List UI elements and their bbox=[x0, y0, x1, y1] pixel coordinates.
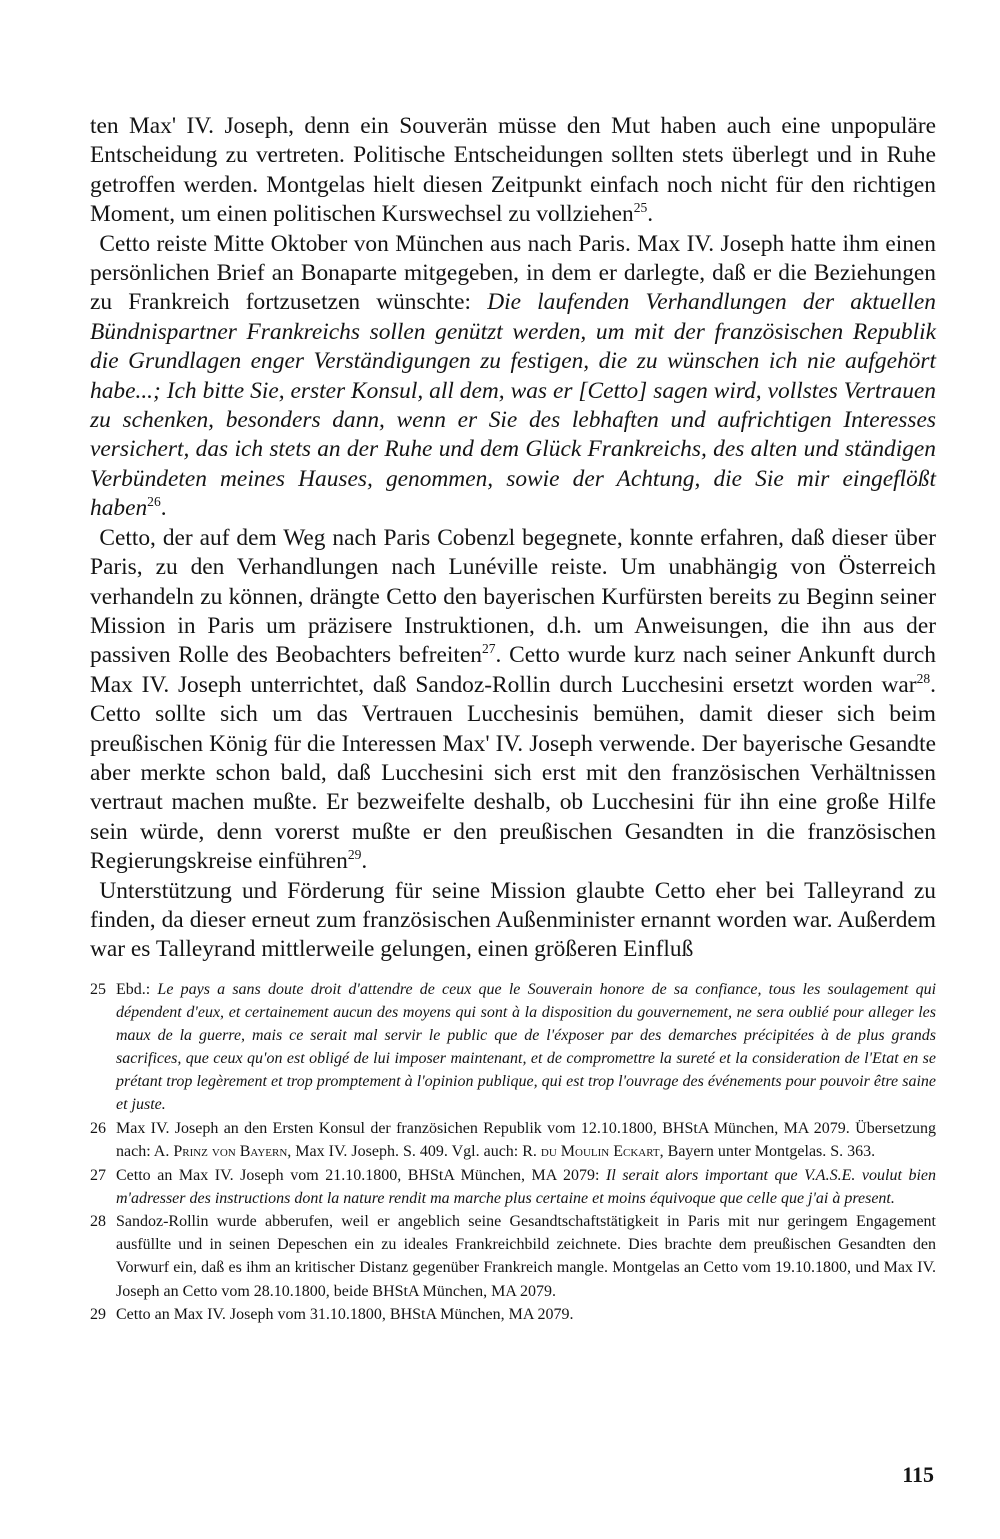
footnote-29 bbox=[90, 1303, 936, 1326]
footnote-source: , Bayern unter Montgelas. S. 363. bbox=[659, 1142, 876, 1160]
footnote-quote: Le pays a sans doute droit d'attendre de ceux que le Souverain honore de sa confiance, tous les soulagement qui dépendent d'eux, et certainement aucun des moyens qui sont à la disposition du gouvernement, ne sera oublié pour alleger les maux de la guerre, mais ce serait mal servir le public que de l'éxposer par des demarches précipitées à de plus grands sacrifices, que ceux qu'on est obligé de lui imposer maintenant, et de compromettre la sureté et la consideration de l'Etat en se prétant trop legèrement et trop promptement à l'opinion publique, qui est trop l'ouvrage des événements pour pouvoir être saine et juste. bbox=[116, 980, 937, 1114]
paragraph-1 bbox=[90, 112, 936, 230]
punctuation: . bbox=[361, 848, 368, 875]
author-name: Prinz von Bayern bbox=[173, 1142, 288, 1160]
footnote-source: Cetto an Max IV. Joseph vom 21.10.1800, BHStA München, MA 2079: bbox=[116, 1166, 606, 1184]
footnote-26 bbox=[90, 1117, 936, 1163]
paragraph-text: . Cetto sollte sich um das Vertrauen Lucchesinis bemühen, damit dieser sich beim preußischen König für die Interessen Max' IV. Joseph verwende. Der bayerische Gesandte aber merkte schon bald, daß Lucchesini sich erst mit den französischen Verhältnissen vertraut machen mußte. Er bezweifelte deshalb, ob Lucchesini für ihn eine große Hilfe sein würde, denn vorerst mußte er den preußischen Gesandten in die französischen Regierungskreise einführen bbox=[90, 671, 936, 875]
footnote-number: 28 bbox=[90, 1213, 106, 1231]
footnote-quote: Il serait alors important que V.A.S.E. voulut bien m'adresser des instructions dont la nature rendit ma marche plus certaine et moins équivoque que celle que j'ai à present. bbox=[116, 1166, 936, 1207]
footnote-source: Ebd.: bbox=[116, 980, 158, 998]
punctuation: . bbox=[160, 495, 167, 522]
footnote-text bbox=[116, 1117, 936, 1163]
footnote-text bbox=[116, 1164, 936, 1210]
footnote-number: 25 bbox=[90, 980, 106, 998]
letter-quote: Die laufenden Verhandlungen der aktuellen Bündnispartner Frankreichs sollen genützt werden, um mit der französischen Republik die Grundlagen enger Verständigungen zu festigen, die zu wünschen ich nie aufgehört habe...; Ich bitte Sie, erster Konsul, all dem, was er [Cetto] sagen wird, vollstes Vertrauen zu schenken, besonders dann, wenn er Sie des lebhaften und aufrichtigen Interesses versichert, das ich stets an der Ruhe und dem Glück Frankreichs, des alten und ständigen Verbündeten meines Hauses, genommen, sowie der Achtung, die Sie mir eingeflößt haben bbox=[90, 289, 936, 522]
paragraph-text: Unterstützung und Förderung für seine Mission glaubte Cetto eher bei Talleyrand zu finden, da dieser erneut zum französischen Außenminister ernannt worden war. Außerdem war es Talleyrand mittlerweile gelungen, einen größeren Einfluß bbox=[90, 877, 936, 963]
main-text bbox=[90, 112, 936, 965]
footnotes bbox=[90, 978, 936, 1326]
footnote-28 bbox=[90, 1210, 936, 1302]
footnote-text: Cetto an Max IV. Joseph vom 31.10.1800, BHStA München, MA 2079. bbox=[116, 1306, 574, 1324]
footnote-ref-26[interactable]: 26 bbox=[147, 494, 161, 510]
footnote-text bbox=[116, 978, 936, 1117]
footnote-ref-27[interactable]: 27 bbox=[481, 641, 496, 657]
paragraph-text: ten Max' IV. Joseph, denn ein Souverän müsse den Mut haben auch eine unpopuläre Entscheidung zu vertreten. Politische Entscheidungen sollten stets überlegt und in Ruhe getroffen werden. Montgelas hielt diesen Zeitpunkt einfach noch nicht für den richtigen Moment, um einen politischen Kurswechsel zu vollziehen bbox=[90, 113, 936, 228]
paragraph-text: Cetto reiste Mitte Oktober von München aus nach Paris. Max IV. Joseph hatte ihm einen persönlichen Brief an Bonaparte mitgegeben, in dem er darlegte, daß er die Beziehungen zu Frankreich fortzusetzen wünschte: bbox=[90, 230, 936, 316]
paragraph-text: Cetto, der auf dem Weg nach Paris Cobenzl begegnete, konnte erfahren, daß dieser über Paris, zu den Verhandlungen nach Lunéville reiste. Um unabhängig von Österreich verhandeln zu können, drängte Cetto den bayerischen Kurfürsten bereits zu Beginn seiner Mission in Paris um präzisere Instruktionen, d.h. um Anweisungen, die ihn aus der passiven Rolle des Beobachters befreiten bbox=[90, 524, 936, 669]
footnote-source: Max IV. Joseph an den Ersten Konsul der französichen Republik vom 12.10.1800, BHStA München, MA 2079. Übersetzung nach: A. bbox=[116, 1119, 936, 1160]
author-name: du Moulin Eckart bbox=[540, 1142, 660, 1160]
footnote-ref-25[interactable]: 25 bbox=[633, 200, 648, 216]
footnote-ref-29[interactable]: 29 bbox=[347, 847, 362, 863]
paragraph-2 bbox=[90, 230, 936, 524]
punctuation: . bbox=[647, 201, 654, 228]
footnote-text: Sandoz-Rollin wurde abberufen, weil er angeblich seine Gesandtschaftstätigkeit in Paris mit nur geringem Engagement ausfüllte und in seinen Depeschen ein zu ideales Frankreichbild zeichnete. Dies brachte dem preußischen Gesandten den Vorwurf ein, daß es ihm an kritischer Distanz gegenüber Frankreich mangle. Montgelas an Cetto vom 19.10.1800, und Max IV. Joseph an Cetto vom 28.10.1800, beide BHStA München, MA 2079. bbox=[116, 1213, 936, 1300]
paragraph-4 bbox=[90, 877, 936, 965]
page-content bbox=[90, 112, 936, 1327]
footnote-ref-28[interactable]: 28 bbox=[916, 670, 931, 686]
footnote-number: 27 bbox=[90, 1166, 106, 1184]
footnote-number: 26 bbox=[90, 1119, 106, 1137]
footnote-25 bbox=[90, 978, 936, 1117]
paragraph-3 bbox=[90, 524, 936, 877]
footnote-27 bbox=[90, 1164, 936, 1210]
footnote-source: , Max IV. Joseph. S. 409. Vgl. auch: R. bbox=[287, 1142, 541, 1160]
page-number: 115 bbox=[902, 1462, 934, 1487]
paragraph-text: . Cetto wurde kurz nach seiner Ankunft durch Max IV. Joseph unterrichtet, daß Sandoz-Rollin durch Lucchesini ersetzt worden war bbox=[90, 642, 936, 698]
footnote-number: 29 bbox=[90, 1306, 106, 1324]
